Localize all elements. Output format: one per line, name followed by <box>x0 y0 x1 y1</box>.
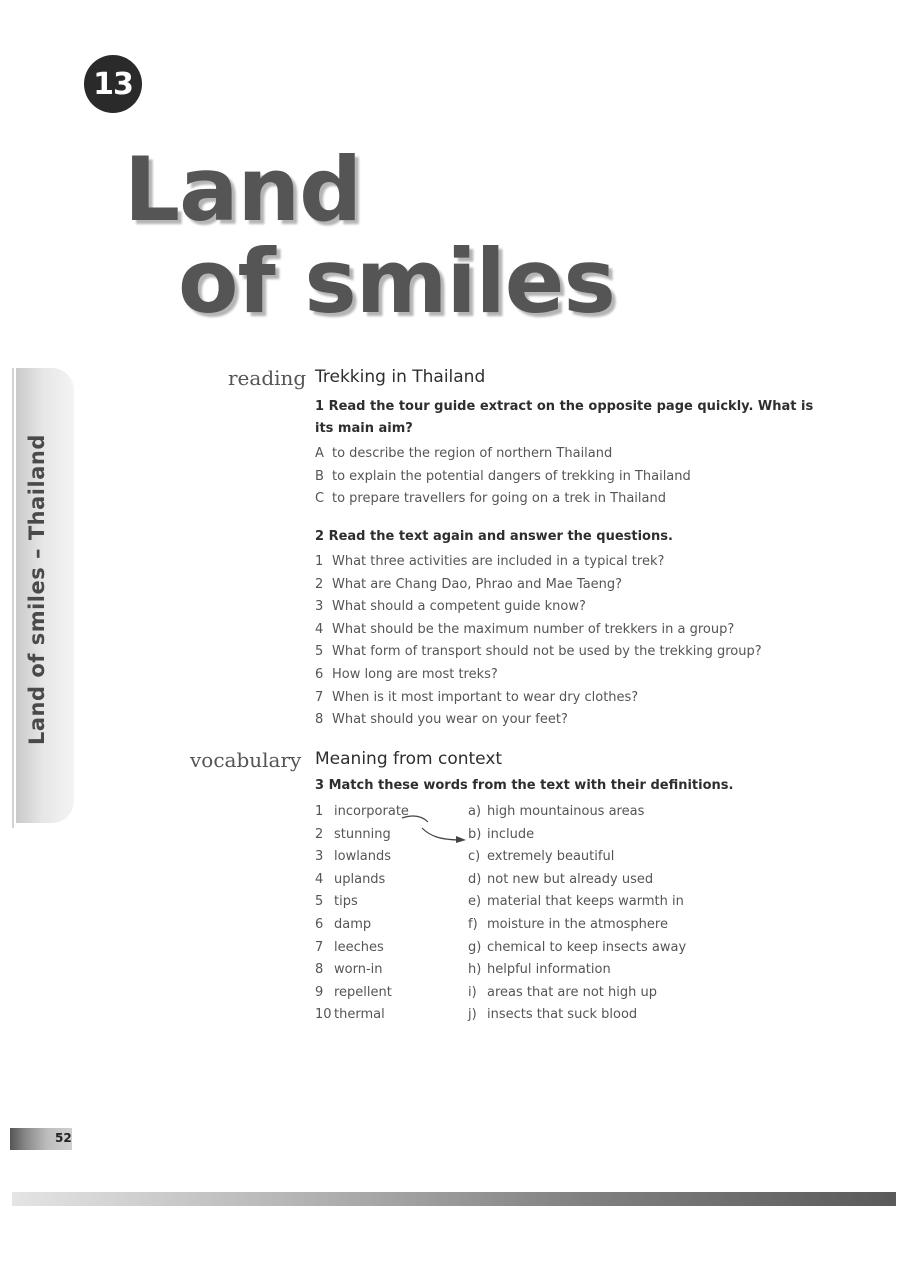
task-1-instruction: 1 Read the tour guide extract on the opposite page quickly. What is its main aim? <box>315 399 814 436</box>
list-item: 5 tips <box>315 894 358 910</box>
list-item: 1 incorporate <box>315 804 409 819</box>
reading-section-label: reading <box>228 366 307 390</box>
task-3-instruction: 3 Match these words from the text with their definitions. <box>315 778 734 793</box>
list-item: e) material that keeps warmth in <box>468 894 684 910</box>
list-item: 4 uplands <box>315 871 386 887</box>
list-item: a) high mountainous areas <box>468 804 645 819</box>
side-tab-text: Land of smiles – Thailand <box>25 434 49 745</box>
list-item: 7 When is it most important to wear dry clothes? <box>315 689 639 705</box>
list-item: 8 worn-in <box>315 962 383 978</box>
vocabulary-section-label: vocabulary <box>190 748 302 772</box>
list-item: 6 damp <box>315 916 372 932</box>
list-item: 2 stunning <box>315 826 391 842</box>
list-item: 2 What are Chang Dao, Phrao and Mae Taeng? <box>315 576 623 592</box>
list-item: 7 leeches <box>315 939 384 955</box>
unit-number-badge <box>84 55 142 113</box>
reading-heading: Trekking in Thailand <box>315 367 486 387</box>
unit-number: 13 <box>93 66 133 102</box>
page-number: 52 <box>55 1131 72 1145</box>
list-item: C to prepare travellers for going on a trek in Thailand <box>315 491 666 507</box>
unit-title-line-1: Land <box>124 138 362 241</box>
list-item: A to describe the region of northern Thailand <box>315 446 613 461</box>
list-item: 5 What form of transport should not be used by the trekking group? <box>315 644 762 660</box>
list-item: B to explain the potential dangers of trekking in Thailand <box>315 468 691 484</box>
left-margin-rule <box>12 368 14 828</box>
example-match-arrow-icon <box>400 812 472 848</box>
task-3-words <box>315 801 409 1027</box>
list-item: 6 How long are most treks? <box>315 666 498 682</box>
list-item: b) include <box>468 826 535 842</box>
vocabulary-heading: Meaning from context <box>315 749 503 769</box>
task-1-options <box>315 443 691 511</box>
list-item: f) moisture in the atmosphere <box>468 916 668 932</box>
task-2-questions <box>315 551 762 732</box>
list-item: 3 lowlands <box>315 849 392 865</box>
list-item: 8 What should you wear on your feet? <box>315 712 568 728</box>
unit-title-line-2: of smiles <box>178 230 615 333</box>
list-item: 1 What three activities are included in a typical trek? <box>315 554 665 569</box>
bottom-gradient-bar <box>12 1192 896 1206</box>
task-2-instruction: 2 Read the text again and answer the questions. <box>315 529 673 544</box>
list-item: 4 What should be the maximum number of trekkers in a group? <box>315 621 735 637</box>
list-item: c) extremely beautiful <box>468 849 615 865</box>
list-item: 9 repellent <box>315 984 392 1000</box>
list-item: d) not new but already used <box>468 871 654 887</box>
list-item: 3 What should a competent guide know? <box>315 599 586 615</box>
list-item: g) chemical to keep insects away <box>468 939 687 955</box>
task-3-definitions <box>468 801 686 1027</box>
list-item: h) helpful information <box>468 962 611 978</box>
list-item: i) areas that are not high up <box>468 984 657 1000</box>
list-item: j) insects that suck blood <box>468 1007 638 1023</box>
list-item: 10 thermal <box>315 1007 385 1023</box>
